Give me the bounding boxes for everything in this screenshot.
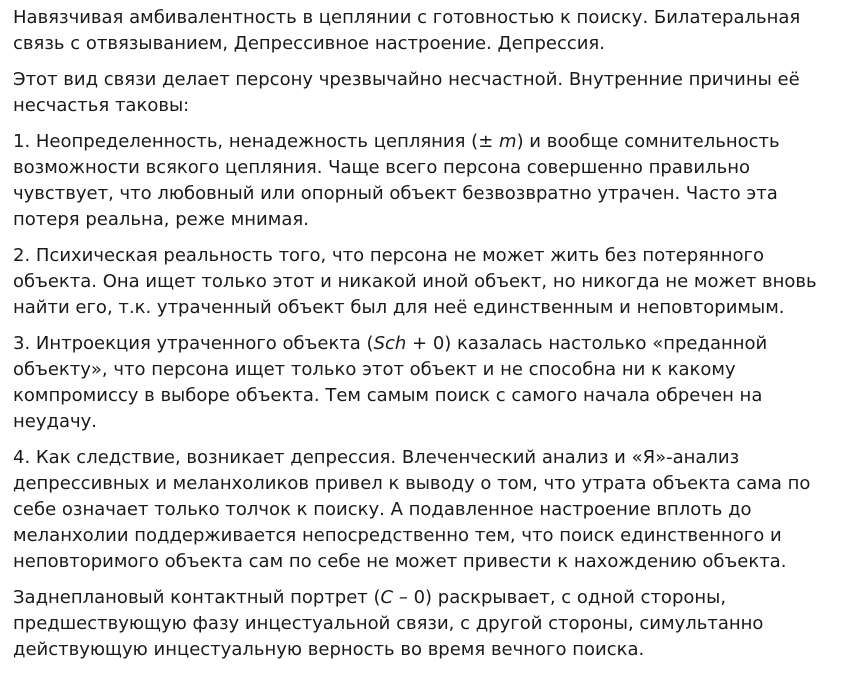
paragraph-text: 2. Психическая реальность того, что персона не может жить без потерянного объекта. Она ищет только этот и никакой иной объект, но никогда не может вновь найти его, т.к. утраченный объект был для неё единственным и неповторимым. [13,245,817,318]
paragraph-text: Навязчивая амбивалентность в цеплянии с готовностью к поиску. Билатеральная связь с отвязыванием, Депрессивное настроение. Депрессия. [13,7,801,54]
paragraph-intro [13,67,848,119]
paragraph-text: ) и вообще сомнительность возможности всякого цепляния. Чаще всего персона совершенно правильно чувствует, что любовный или опорный объект безвозвратно утрачен. Часто эта потеря реальна, реже мнимая. [13,131,780,230]
symbol-sch: Sch [373,333,407,354]
paragraph-text: Заднеплановый контактный портрет ( [13,587,381,608]
symbol-m: m [499,131,517,152]
paragraph-heading [13,5,848,57]
paragraph-text: 3. Интроекция утраченного объекта ( [13,333,374,354]
paragraph-item-2 [13,243,848,321]
paragraph-item-4 [13,445,848,575]
paragraph-conclusion [13,585,848,663]
paragraph-text: 4. Как следствие, возникает депрессия. Влеченческий анализ и «Я»-анализ депрессивных и меланхоликов привел к выводу о том, что утрата объекта сама по себе означает только толчок к поиску. А подавленное настроение вплоть до меланхолии поддерживается непосредственно тем, что поиск единственного и неповторимого объекта сам по себе не может привести к нахождению объекта. [13,447,811,572]
symbol-c: C [380,587,394,608]
paragraph-text: Этот вид связи делает персону чрезвычайно несчастной. Внутренние причины её несчастья таковы: [13,69,800,116]
paragraph-text: – 0) раскрывает, с одной стороны, предшествующую фазу инцестуальной связи, с другой стороны, симультанно действующую инцестуальную верность во время вечного поиска. [13,587,764,660]
paragraph-item-3 [13,331,848,435]
paragraph-text: 1. Неопределенность, ненадежность цепляния (± [13,131,500,152]
paragraph-text: + 0) казалась настолько «преданной объекту», что персона ищет только этот объект и не способна ни к какому компромиссу в выборе объекта. Тем самым поиск с самого начала обречен на неудачу. [13,333,768,432]
paragraph-item-1 [13,129,848,233]
